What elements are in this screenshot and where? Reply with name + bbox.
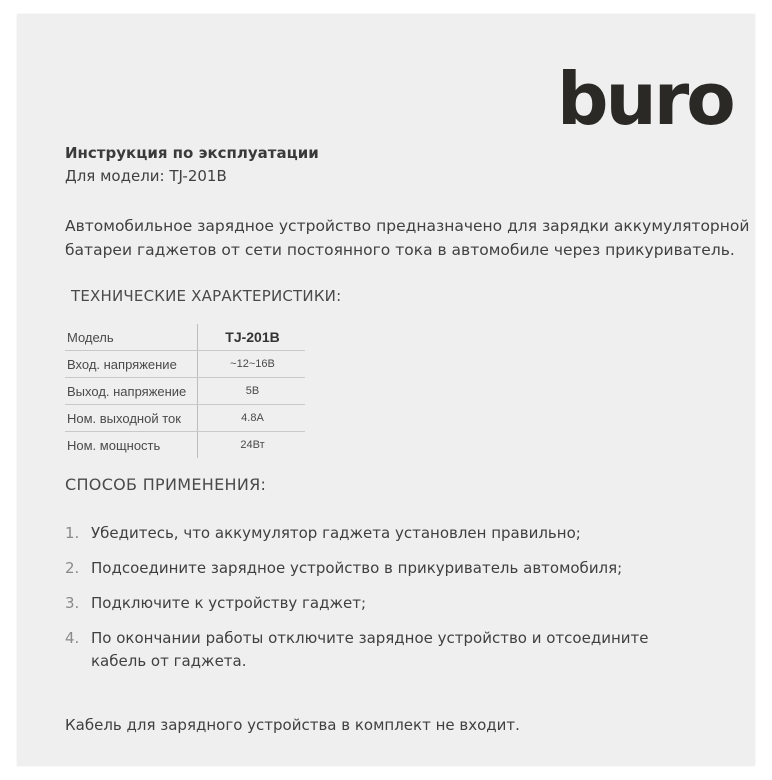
step-number: 4. [65, 629, 80, 647]
spec-value: 4.8A [198, 405, 306, 432]
spec-param: Выход. напряжение [65, 378, 198, 405]
spec-param: Модель [65, 324, 198, 351]
spec-param: Ном. мощность [65, 432, 198, 459]
spec-value: 5В [198, 378, 306, 405]
usage-heading: СПОСОБ ПРИМЕНЕНИЯ: [65, 475, 267, 494]
spec-value: TJ-201B [198, 324, 306, 351]
step-number: 1. [65, 524, 80, 542]
specs-heading: ТЕХНИЧЕСКИЕ ХАРАКТЕРИСТИКИ: [71, 287, 342, 305]
footer-note: Кабель для зарядного устройства в комплект не входит. [65, 716, 520, 734]
spec-value: ~12~16В [198, 351, 306, 378]
step-text: Подключите к устройству гаджет; [91, 594, 367, 612]
step-number: 3. [65, 594, 80, 612]
spec-param: Ном. выходной ток [65, 405, 198, 432]
specs-row [65, 351, 305, 378]
specs-row [65, 432, 305, 459]
brand-logo: buro [557, 57, 733, 141]
specs-row [65, 324, 305, 351]
intro-paragraph [65, 214, 755, 262]
intro-line-2: батареи гаджетов от сети постоянного тока в автомобиле через прикуриватель. [65, 241, 735, 259]
step-text: Убедитесь, что аккумулятор гаджета установлен правильно; [91, 524, 581, 542]
spec-param: Вход. напряжение [65, 351, 198, 378]
intro-line-1: Автомобильное зарядное устройство предназначено для зарядки аккумуляторной [65, 217, 750, 235]
instruction-sheet [17, 14, 755, 766]
step-number: 2. [65, 559, 80, 577]
usage-step [65, 557, 705, 580]
usage-step [65, 522, 705, 545]
specs-table [65, 324, 305, 458]
model-line: Для модели: TJ-201B [65, 167, 227, 185]
usage-step [65, 627, 705, 673]
usage-step [65, 592, 705, 615]
step-text: Подсоедините зарядное устройство в прикуриватель автомобиля; [91, 559, 623, 577]
usage-steps [65, 522, 705, 685]
step-text: По окончании работы отключите зарядное устройство и отсоедините кабель от гаджета. [91, 629, 649, 670]
specs-row [65, 378, 305, 405]
document-title: Инструкция по эксплуатации [65, 144, 319, 162]
spec-value: 24Вт [240, 439, 265, 451]
specs-row [65, 405, 305, 432]
